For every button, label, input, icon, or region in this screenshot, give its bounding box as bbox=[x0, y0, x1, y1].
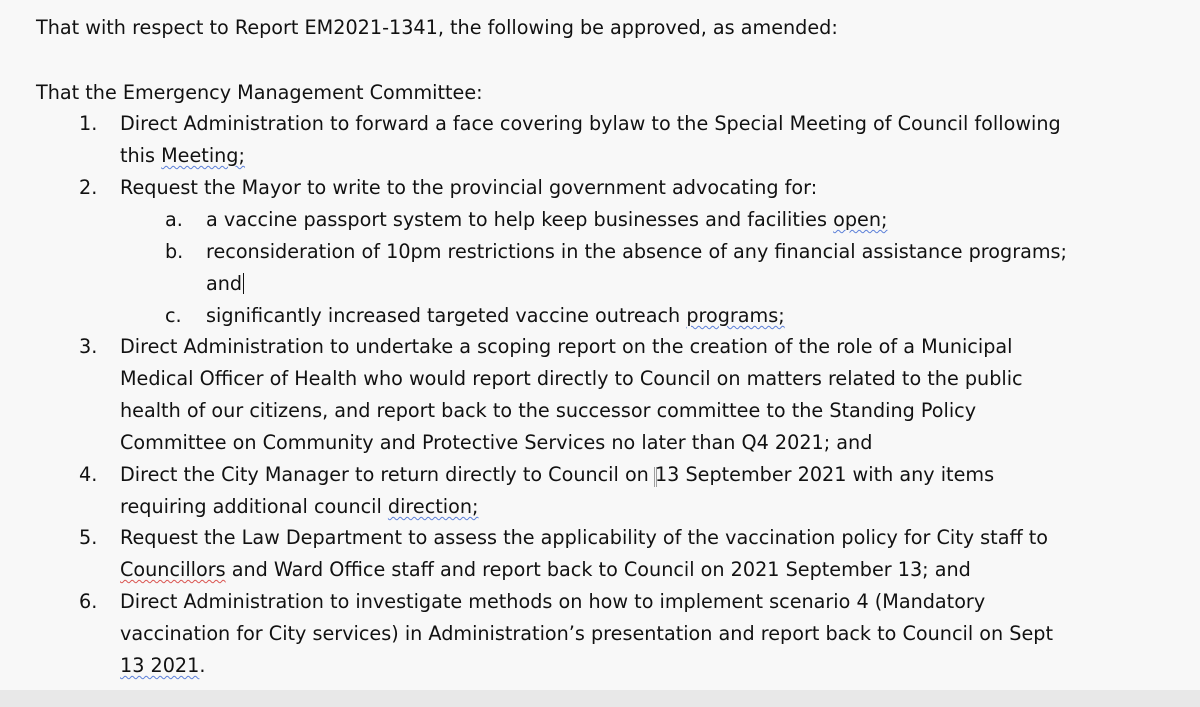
list-item-2 bbox=[0, 172, 1200, 204]
sub-text: reconsideration of 10pm restrictions in the absence of any financial assistance programs; bbox=[206, 240, 1067, 263]
list-item-5-cont bbox=[0, 554, 1200, 586]
lead-line bbox=[0, 77, 1200, 109]
squiggle-word: 13 2021 bbox=[120, 654, 200, 677]
item-text: requiring additional council bbox=[120, 495, 388, 518]
lead-text: That the Emergency Management Committee: bbox=[36, 81, 483, 104]
sub-item-b-cont bbox=[0, 268, 1200, 300]
sub-item-c bbox=[0, 300, 1200, 332]
sub-item-b bbox=[0, 236, 1200, 268]
page-bottom-edge bbox=[0, 690, 1200, 707]
list-item-3-cont bbox=[0, 395, 1200, 427]
item-text: Direct Administration to undertake a scoping report on the creation of the role of a Municipal bbox=[120, 335, 1013, 358]
intro-text: That with respect to Report EM2021-1341, the following be approved, as amended: bbox=[36, 16, 838, 39]
item-number: 2. bbox=[79, 176, 98, 199]
item-text: this bbox=[120, 144, 162, 167]
item-text: Direct the City Manager to return directly to Council on 13 September 2021 with any items bbox=[120, 463, 995, 486]
sub-letter: b. bbox=[165, 240, 184, 263]
item-text: Committee on Community and Protective Services no later than Q4 2021; and bbox=[120, 431, 873, 454]
list-item-4 bbox=[0, 459, 1200, 491]
sub-item-a bbox=[0, 204, 1200, 236]
list-item-1 bbox=[0, 108, 1200, 140]
item-number: 1. bbox=[79, 112, 98, 135]
item-text: vaccination for City services) in Administration’s presentation and report back to Council on Sept bbox=[120, 622, 1053, 645]
sub-text: significantly increased targeted vaccine outreach bbox=[206, 304, 687, 327]
list-item-4-cont bbox=[0, 491, 1200, 523]
item-text: Direct Administration to investigate methods on how to implement scenario 4 (Mandatory bbox=[120, 590, 986, 613]
item-number: 5. bbox=[79, 526, 98, 549]
sub-letter: a. bbox=[165, 208, 183, 231]
list-item-1-cont bbox=[0, 140, 1200, 172]
spelling-squiggle-word: Councillors bbox=[120, 558, 226, 581]
sub-text: and bbox=[206, 272, 243, 295]
item-text: Request the Law Department to assess the applicability of the vaccination policy for City staff to bbox=[120, 526, 1049, 549]
item-text: Request the Mayor to write to the provincial government advocating for: bbox=[120, 176, 818, 199]
item-text: . bbox=[199, 654, 206, 677]
item-number: 6. bbox=[79, 590, 98, 613]
list-item-3 bbox=[0, 331, 1200, 363]
squiggle-word: Meeting; bbox=[161, 144, 245, 167]
sub-letter: c. bbox=[165, 304, 182, 327]
intro-line bbox=[0, 12, 1200, 44]
squiggle-word: programs; bbox=[686, 304, 785, 327]
squiggle-word: open; bbox=[833, 208, 888, 231]
item-text: Direct Administration to forward a face covering bylaw to the Special Meeting of Council following bbox=[120, 112, 1061, 135]
list-item-3-cont bbox=[0, 363, 1200, 395]
list-item-3-cont bbox=[0, 427, 1200, 459]
text-cursor bbox=[243, 273, 244, 294]
sub-text: a vaccine passport system to help keep businesses and facilities bbox=[206, 208, 834, 231]
squiggle-word: direction; bbox=[387, 495, 479, 518]
item-number: 3. bbox=[79, 335, 98, 358]
item-text: and Ward Office staff and report back to Council on 2021 September 13; and bbox=[225, 558, 971, 581]
item-text: Medical Officer of Health who would report directly to Council on matters related to the public bbox=[120, 367, 1023, 390]
list-item-5 bbox=[0, 522, 1200, 554]
list-item-6-cont bbox=[0, 618, 1200, 650]
list-item-6-cont bbox=[0, 650, 1200, 682]
item-number: 4. bbox=[79, 463, 98, 486]
item-text: health of our citizens, and report back to the successor committee to the Standing Policy bbox=[120, 399, 977, 422]
list-item-6 bbox=[0, 586, 1200, 618]
mouse-ibeam-cursor-icon bbox=[654, 467, 657, 487]
